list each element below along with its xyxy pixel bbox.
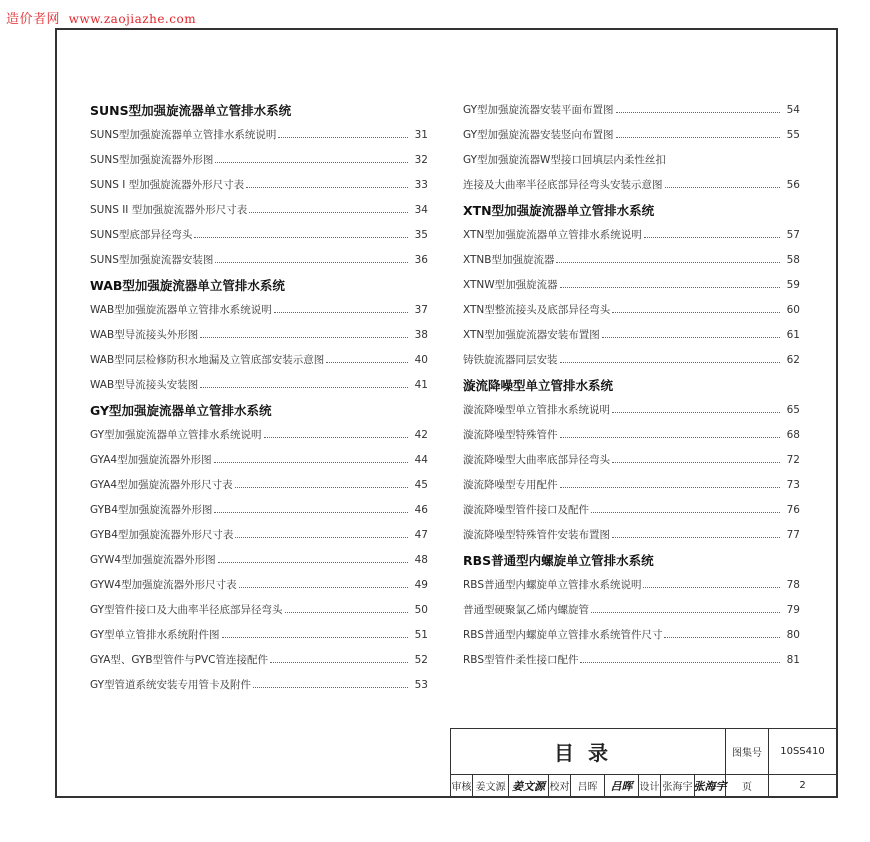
toc-entry [90,148,428,173]
toc-entry-page: 49 [414,579,428,591]
toc-entry-title: GY型加强旋流器安装平面布置图 [463,104,614,116]
review-label: 审核 [451,775,473,797]
toc-entry [90,648,428,673]
toc-entry-page: 46 [414,504,428,516]
toc-entry-title: 漩流降噪型大曲率底部异径弯头 [463,454,610,466]
dot-leader [556,262,780,263]
toc-left-column [90,98,428,698]
check-signature: 吕晖 [605,775,639,797]
toc-entry [90,173,428,198]
dot-leader [235,487,408,488]
title-block [450,728,836,796]
toc-entry-page: 50 [414,604,428,616]
dot-leader [194,237,408,238]
dot-leader [200,387,408,388]
toc-entry [463,348,800,373]
dot-leader [214,462,408,463]
dot-leader [560,437,781,438]
toc-entry [90,348,428,373]
toc-entry-title: XTNB型加强旋流器 [463,254,555,266]
dot-leader [274,312,408,313]
design-name: 张海宇 [661,775,695,797]
toc-entry-page: 52 [414,654,428,666]
toc-entry [90,423,428,448]
toc-entry-title: XTN型加强旋流器单立管排水系统说明 [463,229,642,241]
toc-entry-page: 76 [786,504,800,516]
toc-entry-title: SUNS型加强旋流器单立管排水系统说明 [90,129,277,141]
toc-entry-page: 48 [414,554,428,566]
toc-entry-title: GYA4型加强旋流器外形图 [90,454,212,466]
toc-entry-title: RBS型管件柔性接口配件 [463,654,579,666]
toc-entry-page: 45 [414,479,428,491]
toc-entry-title: RBS普通型内螺旋单立管排水系统说明 [463,579,642,591]
toc-entry-title: WAB型导流接头外形图 [90,329,199,341]
dot-leader [580,662,780,663]
toc-entry [90,573,428,598]
toc-entry-page: 35 [414,229,428,241]
dot-leader [612,537,780,538]
toc-entry-title: GYB4型加强旋流器外形尺寸表 [90,529,234,541]
toc-entry-page: 80 [786,629,800,641]
section-heading: SUNS型加强旋流器单立管排水系统 [90,103,292,118]
toc-entry [463,423,800,448]
toc-entry-page: 33 [414,179,428,191]
toc-right-column [463,98,800,673]
toc-entry-title: SUNS型底部异径弯头 [90,229,193,241]
toc-entry [463,623,800,648]
toc-entry-page: 40 [414,354,428,366]
toc-entry [463,298,800,323]
dot-leader [253,687,408,688]
toc-entry-page: 73 [786,479,800,491]
page-title: 目录 [451,729,726,775]
toc-entry-page: 55 [786,129,800,141]
dot-leader [612,312,780,313]
dot-leader [616,137,780,138]
dot-leader [560,487,781,488]
toc-entry [90,248,428,273]
toc-entry [463,573,800,598]
toc-entry-page: 59 [786,279,800,291]
toc-entry-page: 53 [414,679,428,691]
toc-entry-title: GY型单立管排水系统附件图 [90,629,220,641]
toc-entry [90,598,428,623]
section-heading: GY型加强旋流器单立管排水系统 [90,403,272,418]
toc-entry [463,523,800,548]
toc-entry [463,148,800,198]
dot-leader [644,237,780,238]
toc-entry-page: 37 [414,304,428,316]
toc-entry-page: 78 [786,579,800,591]
toc-entry [463,223,800,248]
dot-leader [665,187,781,188]
dot-leader [591,612,780,613]
toc-entry [90,448,428,473]
dot-leader [215,262,408,263]
toc-entry-title: GYW4型加强旋流器外形尺寸表 [90,579,237,591]
dot-leader [249,212,408,213]
toc-entry [90,373,428,398]
toc-entry-title: GYW4型加强旋流器外形图 [90,554,216,566]
toc-entry-title: WAB型同层检修防积水地漏及立管底部安装示意图 [90,354,325,366]
toc-entry [463,598,800,623]
review-signature: 姜文源 [509,775,549,797]
toc-entry [90,223,428,248]
toc-entry-title: 漩流降噪型单立管排水系统说明 [463,404,610,416]
toc-entry [463,648,800,673]
toc-entry-title: WAB型加强旋流器单立管排水系统说明 [90,304,272,316]
toc-entry-page: 72 [786,454,800,466]
toc-entry [90,198,428,223]
toc-entry-title: 漩流降噪型特殊管件 [463,429,558,441]
toc-entry-page: 32 [414,154,428,166]
toc-entry-title: SUNS I 型加强旋流器外形尺寸表 [90,179,245,191]
check-name: 吕晖 [571,775,605,797]
toc-entry-title: GY型加强旋流器安装竖向布置图 [463,129,614,141]
toc-entry-title: 普通型硬聚氯乙烯内螺旋管 [463,604,589,616]
toc-entry-title-cont: 连接及大曲率半径底部异径弯头安装示意图 [463,179,663,191]
toc-entry-page: 79 [786,604,800,616]
dot-leader [602,337,780,338]
toc-entry-title: XTNW型加强旋流器 [463,279,558,291]
section-heading: XTN型加强旋流器单立管排水系统 [463,203,655,218]
watermark-url: www.zaojiazhe.com [68,12,197,26]
toc-entry-title: 漩流降噪型管件接口及配件 [463,504,589,516]
toc-entry [90,623,428,648]
atlas-number: 10SS410 [769,729,837,775]
watermark [6,8,196,27]
dot-leader [214,512,408,513]
dot-leader [616,112,780,113]
toc-entry-page: 65 [786,404,800,416]
toc-entry-page: 54 [786,104,800,116]
toc-entry [463,98,800,123]
toc-entry-page: 44 [414,454,428,466]
toc-entry [463,498,800,523]
dot-leader [591,512,780,513]
toc-entry-title: SUNS型加强旋流器安装图 [90,254,214,266]
toc-entry [90,673,428,698]
toc-entry-page: 31 [414,129,428,141]
toc-entry-page: 51 [414,629,428,641]
dot-leader [612,462,780,463]
design-label: 设计 [639,775,661,797]
toc-entry [463,248,800,273]
toc-entry-title: GY型管道系统安装专用管卡及附件 [90,679,252,691]
toc-entry [463,398,800,423]
dot-leader [326,362,408,363]
toc-entry [90,498,428,523]
section-heading: WAB型加强旋流器单立管排水系统 [90,278,285,293]
watermark-site: 造价者网 [6,12,61,27]
toc-entry-page: 61 [786,329,800,341]
dot-leader [235,537,408,538]
toc-entry [463,273,800,298]
toc-entry [90,523,428,548]
toc-entry-title: WAB型导流接头安装图 [90,379,199,391]
dot-leader [215,162,408,163]
toc-entry-page: 38 [414,329,428,341]
page-label: 页 [726,775,769,797]
toc-entry-page: 36 [414,254,428,266]
dot-leader [643,587,780,588]
dot-leader [239,587,408,588]
toc-entry-title: GY型加强旋流器W型接口回填层内柔性丝扣 [463,154,666,166]
section-heading: RBS普通型内螺旋单立管排水系统 [463,553,654,568]
dot-leader [246,187,408,188]
dot-leader [560,362,781,363]
toc-entry [90,473,428,498]
toc-entry-title: 漩流降噪型特殊管件安装布置图 [463,529,610,541]
toc-entry-title: XTN型整流接头及底部异径弯头 [463,304,611,316]
dot-leader [612,412,780,413]
check-label: 校对 [549,775,571,797]
toc-entry-title: RBS普通型内螺旋单立管排水系统管件尺寸 [463,629,663,641]
dot-leader [664,637,780,638]
toc-entry-page: 62 [786,354,800,366]
toc-entry-title: SUNS型加强旋流器外形图 [90,154,214,166]
design-signature: 张海宇 [695,775,726,797]
dot-leader [270,662,408,663]
toc-entry-page: 81 [786,654,800,666]
toc-entry [463,473,800,498]
toc-entry-page: 68 [786,429,800,441]
toc-entry-page: 60 [786,304,800,316]
toc-entry-page: 56 [786,179,800,191]
dot-leader [218,562,408,563]
toc-entry [463,323,800,348]
toc-entry-page: 41 [414,379,428,391]
toc-entry-title: 漩流降噪型专用配件 [463,479,558,491]
toc-entry-page: 42 [414,429,428,441]
toc-entry-title: GYA4型加强旋流器外形尺寸表 [90,479,233,491]
toc-entry-title: SUNS II 型加强旋流器外形尺寸表 [90,204,248,216]
toc-entry-title: GYA型、GYB型管件与PVC管连接配件 [90,654,268,666]
toc-entry [90,548,428,573]
page-number: 2 [769,775,837,797]
toc-entry [463,448,800,473]
toc-entry-title: GY型管件接口及大曲率半径底部异径弯头 [90,604,283,616]
dot-leader [222,637,408,638]
review-name: 姜文源 [473,775,509,797]
atlas-label: 图集号 [726,729,769,775]
toc-entry-title: XTN型加强旋流器安装布置图 [463,329,600,341]
toc-entry-title: GYB4型加强旋流器外形图 [90,504,213,516]
toc-entry-title: GY型加强旋流器单立管排水系统说明 [90,429,262,441]
toc-entry-page: 34 [414,204,428,216]
toc-entry-page: 77 [786,529,800,541]
dot-leader [560,287,780,288]
dot-leader [285,612,408,613]
toc-entry [90,323,428,348]
toc-entry [90,298,428,323]
dot-leader [264,437,408,438]
dot-leader [200,337,408,338]
toc-entry-title: 铸铁旋流器同层安装 [463,354,558,366]
toc-entry [90,123,428,148]
dot-leader [278,137,408,138]
section-heading: 漩流降噪型单立管排水系统 [463,378,614,393]
toc-entry-page: 57 [786,229,800,241]
toc-entry [463,123,800,148]
toc-entry-page: 58 [786,254,800,266]
toc-entry-page: 47 [414,529,428,541]
